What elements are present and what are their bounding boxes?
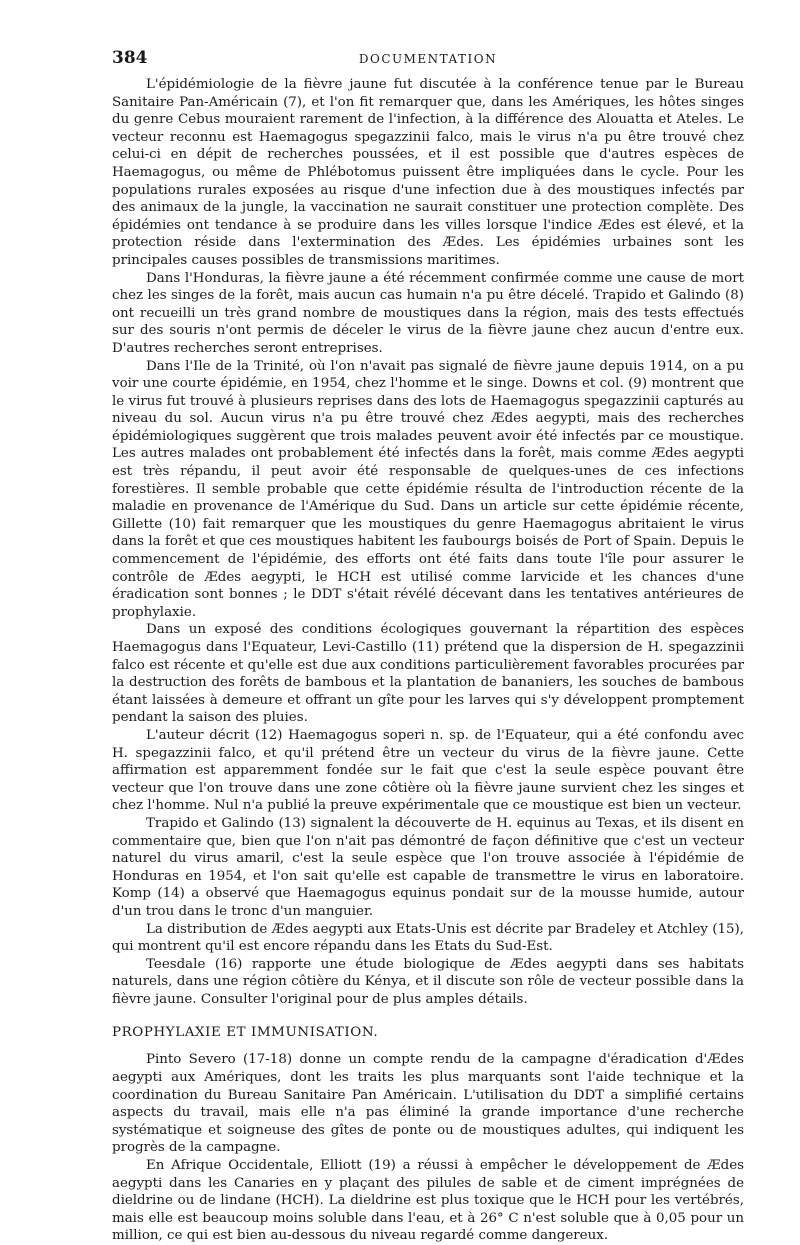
body-text [112, 76, 744, 1008]
running-head [112, 48, 744, 76]
paragraph-ecuador-ecology: Dans un exposé des conditions écologiques gouvernant la répartition des espèces Haemagogus dans l'Equateur, Levi-Castillo (11) prétend que la dispersion de H. spegazzinii falco est récente et qu'elle est due aux conditions particulièrement favorables procurées par la destruction des forêts de bambous et la plantation de bananiers, les souches de bambous étant laissées à demeure et offrant un gîte pour les larves qui s'y développent promptement pendant la saison des pluies. [112, 622, 744, 726]
page-number: 384 [112, 48, 148, 68]
paragraph-haemagogus-soperi: L'auteur décrit (12) Haemagogus soperi n. sp. de l'Equateur, qui a été confondu avec H. spegazzinii falco, et qu'il prétend être un vecteur du virus de la fièvre jaune. Cette affirmation est apparemment fondée sur le fait que c'est la seule espèce pouvant être vecteur que l'on trouve dans une zone côtière où la fièvre jaune survient chez les singes et chez l'homme. Nul n'a publié la preuve expérimentale que ce moustique est bien un vecteur. [112, 727, 744, 814]
paragraph-west-africa: En Afrique Occidentale, Elliott (19) a réussi à empêcher le développement de Ædes aegypti dans les Canaries en y plaçant des pilules de sable et de ciment imprégnées de dieldrine ou de lindane (HCH). La dieldrine est plus toxique que le HCH pour les vertébrés, mais elle est beaucoup moins soluble dans l'eau, et à 26° C n'est soluble que à 0,05 pour un million, ce qui est bien au-dessous du niveau regardé comme dangereux. [112, 1158, 744, 1244]
section-heading: PROPHYLAXIE ET IMMUNISATION. [112, 1025, 379, 1041]
paragraph-trinidad: Dans l'Ile de la Trinité, où l'on n'avait pas signalé de fièvre jaune depuis 1914, on a pu voir une courte épidémie, en 1954, chez l'homme et le singe. Downs et col. (9) montrent que le virus fut trouvé à plusieurs reprises dans des lots de Haemagogus spegazzinii capturés au niveau du sol. Aucun virus n'a pu être trouvé chez Ædes aegypti, mais des recherches épidémiologiques suggèrent que trois malades peuvent avoir été infectés par ce moustique. Les autres malades ont probablement été infectés dans la forêt, mais comme Ædes aegypti est très répandu, il peut avoir été responsable de quelques-unes de ces infections forestières. Il semble probable que cette épidémie résulta de l'introduction récente de la maladie en provenance de l'Amérique du Sud. Dans un article sur cette épidémie récente, Gillette (10) fait remarquer que les moustiques du genre Haemagogus abritaient le virus dans la forêt et que ces moustiques habitent les faubourgs boisés de Port of Spain. Depuis le commencement de l'épidémie, des efforts ont été faits dans toute l'île pour assurer le contrôle de Ædes aegypti, le HCH est utilisé comme larvicide et les chances d'une éradication sont bonnes ; le DDT s'était révélé décevant dans les tentatives antérieures de prophylaxie. [112, 358, 744, 620]
paragraph-kenya: Teesdale (16) rapporte une étude biologique de Ædes aegypti dans ses habitats naturels, dans une région côtière du Kénya, et il discute son rôle de vecteur possible dans la fièvre jaune. Consulter l'original pour de plus amples détails. [112, 956, 744, 1007]
running-title: DOCUMENTATION [358, 52, 498, 66]
paragraph-eradication-campaign: Pinto Severo (17-18) donne un compte rendu de la campagne d'éradication d'Ædes aegypti aux Amériques, dont les traits les plus marquants sont l'aide technique et la coordination du Bureau Sanitaire Pan Américain. L'utilisation du DDT a simplifié certains aspects du travail, mais elle n'a pas éliminé la grande importance d'une recherche systématique et soigneuse des gîtes de ponte ou de moustiques adultes, qui indiquent les progrès de la campagne. [112, 1052, 744, 1156]
paragraph-epidemiology-conference: L'épidémiologie de la fièvre jaune fut discutée à la conférence tenue par le Bureau Sanitaire Pan-Américain (7), et l'on fit remarquer que, dans les Amériques, les hôtes singes du genre Cebus mouraient rarement de l'infection, à la différence des Alouatta et Ateles. Le vecteur reconnu est Haemagogus spegazzinii falco, mais le virus n'a pu être trouvé chez celui-ci en dépit de recherches poussées, et il est possible que d'autres espèces de Haemagogus, ou même de Phlébotomus puissent être impliquées dans le cycle. Pour les populations rurales exposées au risque d'une infection due à des moustiques infectés par des animaux de la jungle, la vaccination ne saurait constituer une protection complète. Des épidémies ont tendance à se produire dans les villes lorsque l'indice Ædes est élevé, et la protection réside dans l'extermination des Ædes. Les épidémies urbaines sont les principales causes possibles de transmissions maritimes. [112, 77, 744, 268]
section-body [112, 1051, 744, 1245]
paragraph-honduras: Dans l'Honduras, la fièvre jaune a été récemment confirmée comme une cause de mort chez les singes de la forêt, mais aucun cas humain n'a pu être décelé. Trapido et Galindo (8) ont recueilli un très grand nombre de moustiques dans la région, mais des tests effectués sur des souris n'ont permis de déceler le virus de la fièvre jaune chez aucun d'entre eux. D'autres recherches seront entreprises. [112, 270, 744, 356]
document-page [112, 48, 744, 1245]
paragraph-aedes-usa: La distribution de Ædes aegypti aux Etats-Unis est décrite par Bradeley et Atchley (15), qui montrent qu'il est encore répandu dans les Etats du Sud-Est. [112, 921, 744, 955]
paragraph-h-equinus-texas: Trapido et Galindo (13) signalent la découverte de H. equinus au Texas, et ils disent en commentaire que, bien que l'on n'ait pas démontré de façon définitive que c'est un vecteur naturel du virus amaril, c'est la seule espèce que l'on trouve associée à l'épidémie de Honduras en 1954, et l'on sait qu'elle est capable de transmettre le virus en laboratoire. Komp (14) a observé que Haemagogus equinus pondait sur de la mousse humide, autour d'un trou dans le tronc d'un manguier. [112, 815, 744, 919]
